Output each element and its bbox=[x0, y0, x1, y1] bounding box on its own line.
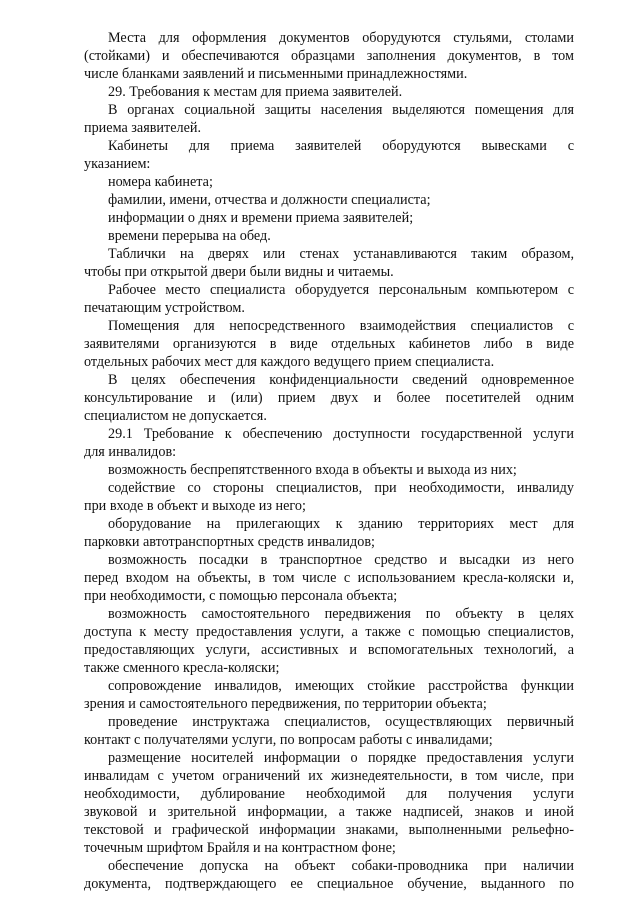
text-line: 29. Требования к местам для приема заявителей. bbox=[108, 84, 403, 100]
text-line: Таблички на дверях или стенах устанавливаются таким образом, bbox=[108, 246, 574, 262]
text-line: проведение инструктажа специалистов, осуществляющих первичный bbox=[108, 714, 574, 730]
text-line: информации о днях и времени приема заявителей; bbox=[108, 210, 414, 226]
text-line: звуковой и зрительной информации, а также надписей, знаков и иной bbox=[84, 804, 574, 820]
text-line: зрения и самостоятельного передвижения, по территории объекта; bbox=[84, 696, 487, 712]
text-line: приема заявителей. bbox=[84, 120, 202, 136]
text-line: также сменного кресла-коляски; bbox=[84, 660, 280, 676]
text-line: числе бланками заявлений и письменными принадлежностями. bbox=[84, 66, 468, 82]
text-line: контакт с получателями услуги, по вопросам работы с инвалидами; bbox=[84, 732, 493, 748]
text-line: печатающим устройством. bbox=[84, 300, 245, 316]
text-line: консультирование и (или) прием двух и более посетителей одним bbox=[84, 390, 574, 406]
text-line: обеспечение допуска на объект собаки-проводника при наличии bbox=[108, 858, 574, 874]
text-line: возможность посадки в транспортное средство и высадки из него bbox=[108, 552, 574, 568]
text-line: документа, подтверждающего ее специальное обучение, выданного по bbox=[84, 876, 574, 892]
text-line: возможность самостоятельного передвижения по объекту в целях bbox=[108, 606, 574, 622]
text-line: сопровождение инвалидов, имеющих стойкие расстройства функции bbox=[108, 678, 574, 694]
text-line: размещение носителей информации о порядке предоставления услуги bbox=[108, 750, 574, 766]
text-line: номера кабинета; bbox=[108, 174, 213, 190]
text-line: 29.1 Требование к обеспечению доступности государственной услуги bbox=[108, 426, 574, 442]
text-line: чтобы при открытой двери были видны и читаемы. bbox=[84, 264, 394, 280]
text-line: текстовой и графической информации знаками, выполненными рельефно- bbox=[84, 822, 574, 838]
text-line: необходимости, дублирование необходимой для получения услуги bbox=[84, 786, 574, 802]
text-line: для инвалидов: bbox=[84, 444, 177, 460]
text-line: Кабинеты для приема заявителей оборудуются вывесками с bbox=[108, 138, 574, 154]
text-line: указанием: bbox=[84, 156, 151, 172]
text-line: специалистом не допускается. bbox=[84, 408, 267, 424]
text-line: перед входом на объекты, в том числе с использованием кресла-коляски и, bbox=[84, 570, 574, 586]
text-line: фамилии, имени, отчества и должности специалиста; bbox=[108, 192, 431, 208]
text-line: времени перерыва на обед. bbox=[108, 228, 271, 244]
text-line: Места для оформления документов оборудуются стульями, столами bbox=[108, 30, 574, 46]
text-line: Помещения для непосредственного взаимодействия специалистов с bbox=[108, 318, 574, 334]
text-line: отдельных рабочих мест для каждого ведущего прием специалиста. bbox=[84, 354, 495, 370]
text-line: В целях обеспечения конфиденциальности сведений одновременное bbox=[108, 372, 574, 388]
text-line: доступа к месту предоставления услуги, а также с помощью специалистов, bbox=[84, 624, 574, 640]
text-line: при необходимости, с помощью персонала объекта; bbox=[84, 588, 398, 604]
text-line: предоставляющих услуги, ассистивных и вспомогательных технологий, а bbox=[84, 642, 574, 658]
text-line: (стойками) и обеспечиваются образцами заполнения документов, в том bbox=[84, 48, 574, 64]
text-line: заявителями организуются в виде отдельных кабинетов либо в виде bbox=[84, 336, 574, 352]
text-line: точечным шрифтом Брайля и на контрастном фоне; bbox=[84, 840, 396, 856]
text-line: парковки автотранспортных средств инвалидов; bbox=[84, 534, 375, 550]
text-line: возможность беспрепятственного входа в объекты и выхода из них; bbox=[108, 462, 517, 478]
text-line: оборудование на прилегающих к зданию территориях мест для bbox=[108, 516, 574, 532]
text-line: инвалидам с учетом ограничений их жизнедеятельности, в том числе, при bbox=[84, 768, 574, 784]
text-line: В органах социальной защиты населения выделяются помещения для bbox=[108, 102, 574, 118]
text-line: Рабочее место специалиста оборудуется персональным компьютером с bbox=[108, 282, 574, 298]
text-line: содействие со стороны специалистов, при необходимости, инвалиду bbox=[108, 480, 574, 496]
text-line: при входе в объект и выходе из него; bbox=[84, 498, 306, 514]
